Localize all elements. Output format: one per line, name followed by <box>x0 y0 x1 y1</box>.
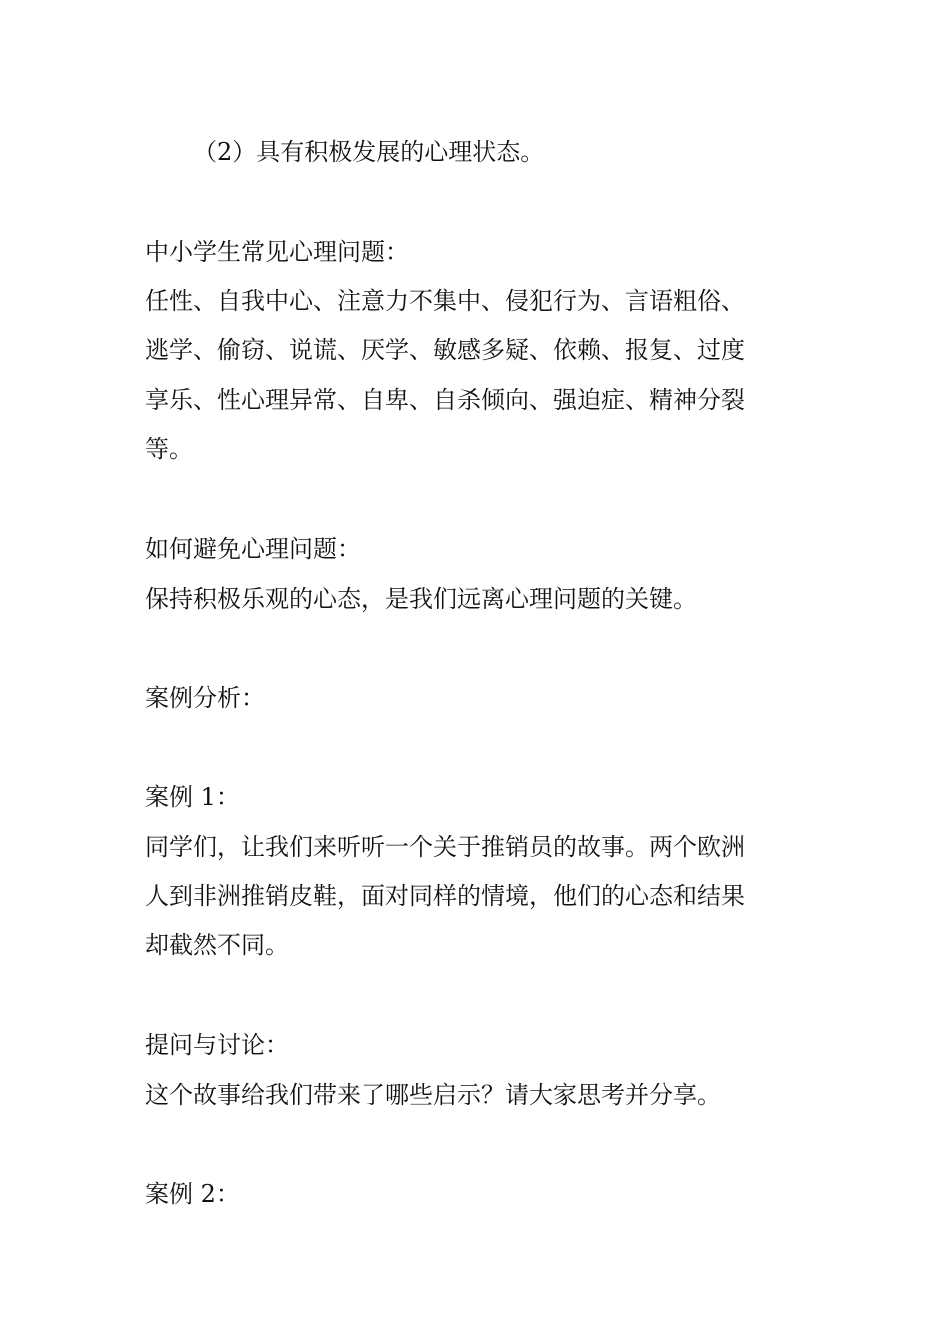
common-problems-line-3: 享乐、性心理异常、自卑、自杀倾向、强迫症、精神分裂 <box>145 386 745 414</box>
point-2-text: （2）具有积极发展的心理状态。 <box>193 138 545 166</box>
discussion-heading: 提问与讨论： <box>145 1031 289 1059</box>
common-problems-line-4: 等。 <box>145 435 193 463</box>
discussion-text: 这个故事给我们带来了哪些启示？请大家思考并分享。 <box>145 1081 721 1109</box>
case-analysis-heading: 案例分析： <box>145 684 265 712</box>
common-problems-line-2: 逃学、偷窃、说谎、厌学、敏感多疑、依赖、报复、过度 <box>145 336 745 364</box>
case-1-heading: 案例 1： <box>145 783 240 811</box>
avoid-problems-heading: 如何避免心理问题： <box>145 535 361 563</box>
case-1-line-2: 人到非洲推销皮鞋，面对同样的情境，他们的心态和结果 <box>145 882 745 910</box>
avoid-problems-text: 保持积极乐观的心态，是我们远离心理问题的关键。 <box>145 585 697 613</box>
common-problems-heading: 中小学生常见心理问题： <box>145 238 409 266</box>
common-problems-line-1: 任性、自我中心、注意力不集中、侵犯行为、言语粗俗、 <box>145 287 745 315</box>
case-1-line-3: 却截然不同。 <box>145 931 289 959</box>
case-2-heading: 案例 2： <box>145 1180 240 1208</box>
case-1-line-1: 同学们，让我们来听听一个关于推销员的故事。两个欧洲 <box>145 833 745 861</box>
